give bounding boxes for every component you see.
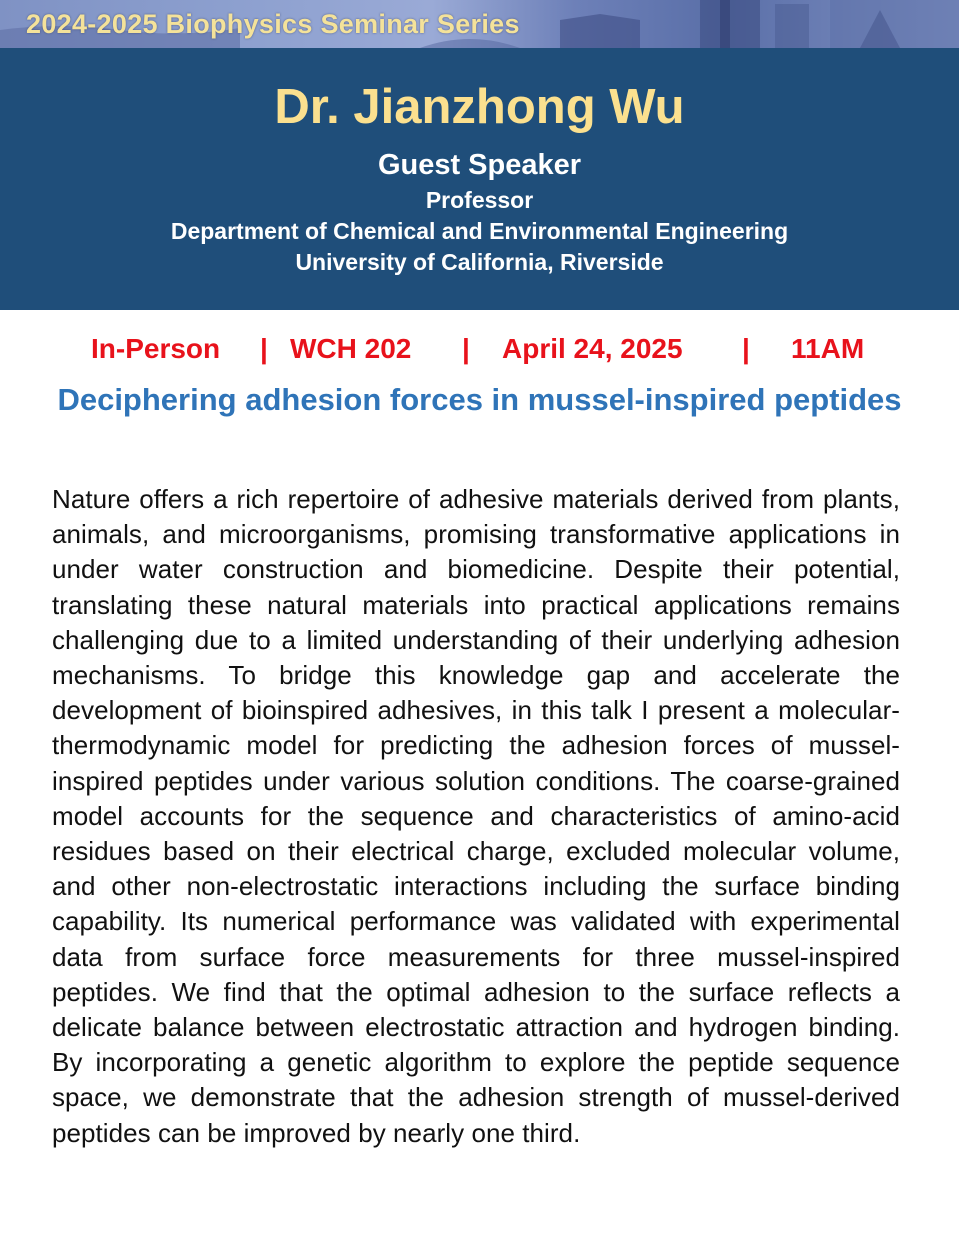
event-date: April 24, 2025 (502, 333, 683, 364)
seminar-series-title: 2024-2025 Biophysics Seminar Series (26, 9, 520, 39)
talk-title: Deciphering adhesion forces in mussel-inspired peptides (57, 382, 902, 417)
event-time: 11AM (791, 333, 865, 364)
event-separator: | (742, 333, 750, 364)
speaker-name: Dr. Jianzhong Wu (274, 80, 685, 134)
event-details (0, 329, 959, 369)
event-room: WCH 202 (290, 333, 412, 364)
speaker-role: Guest Speaker (377, 149, 582, 181)
speaker-title: Professor (425, 187, 534, 213)
event-separator: | (462, 333, 470, 364)
speaker-header (0, 48, 959, 310)
speaker-university: University of California, Riverside (295, 249, 664, 275)
header-banner (0, 0, 959, 48)
talk-abstract: Nature offers a rich repertoire of adhesive materials derived from plants, animals, and microorganisms, promising transformative applications in under water construction and biomedicine. Despite their potential, translating these natural materials into practical applications remains challenging due to a limited understanding of their underlying adhesion mechanisms. To bridge this knowledge gap and accelerate the development of bioinspired adhesives, in this talk I present a molecular-thermodynamic model for predicting the adhesion forces of mussel-inspired peptides under various solution conditions. The coarse-grained model accounts for the sequence and characteristics of amino-acid residues based on their electrical charge, excluded molecular volume, and other non-electrostatic interactions including the surface binding capability. Its numerical performance was validated with experimental data from surface force measurements for three mussel-inspired peptides. We find that the optimal adhesion to the surface reflects a delicate balance between electrostatic attraction and hydrogen binding. By incorporating a genetic algorithm to explore the peptide sequence space, we demonstrate that the adhesion strength of mussel-derived peptides can be improved by nearly one third. (52, 484, 900, 1148)
event-format: In-Person (91, 333, 221, 364)
speaker-department: Department of Chemical and Environmental Engineering (170, 218, 789, 244)
event-separator: | (260, 333, 268, 364)
